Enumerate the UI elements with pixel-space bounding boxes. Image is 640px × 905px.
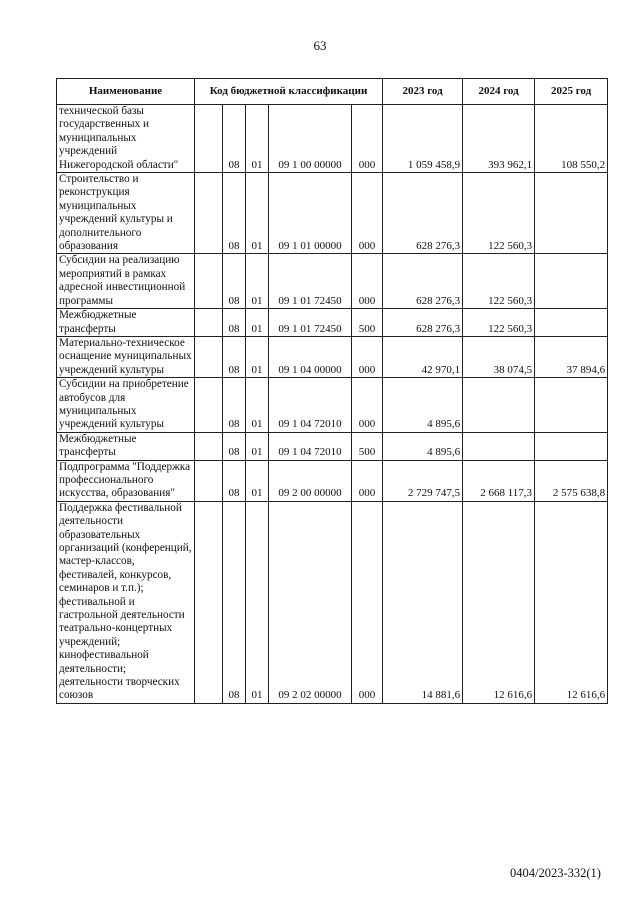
row-code-section: 08 [223, 254, 246, 309]
row-name: Подпрограмма "Поддержка профессионального искусства, образования" [57, 460, 195, 501]
row-code-target: 09 1 01 72450 [269, 254, 352, 309]
row-value-2024: 38 074,5 [463, 336, 535, 377]
row-code-blank [195, 254, 223, 309]
row-value-2023: 2 729 747,5 [383, 460, 463, 501]
row-code-subsection: 01 [246, 432, 269, 460]
header-2025: 2025 год [535, 79, 608, 105]
table-row [57, 460, 608, 501]
table-row [57, 254, 608, 309]
row-code-section: 08 [223, 309, 246, 337]
row-code-expense: 000 [352, 254, 383, 309]
row-name: Материально-техническое оснащение муниципальных учреждений культуры [57, 336, 195, 377]
row-code-target: 09 2 00 00000 [269, 460, 352, 501]
row-value-2024 [463, 432, 535, 460]
row-code-expense: 000 [352, 378, 383, 433]
row-code-section: 08 [223, 460, 246, 501]
row-code-blank [195, 432, 223, 460]
row-value-2023: 628 276,3 [383, 173, 463, 254]
row-value-2025: 12 616,6 [535, 501, 608, 703]
row-code-expense: 500 [352, 432, 383, 460]
row-code-blank [195, 501, 223, 703]
row-code-blank [195, 460, 223, 501]
row-code-expense: 000 [352, 460, 383, 501]
row-value-2024: 122 560,3 [463, 254, 535, 309]
header-name: Наименование [57, 79, 195, 105]
row-code-target: 09 1 04 72010 [269, 432, 352, 460]
header-2023: 2023 год [383, 79, 463, 105]
row-value-2025: 108 550,2 [535, 105, 608, 173]
row-name: Субсидии на приобретение автобусов для муниципальных учреждений культуры [57, 378, 195, 433]
row-value-2025 [535, 254, 608, 309]
table-header-row [57, 79, 608, 105]
budget-table [56, 78, 608, 704]
row-name: Межбюджетные трансферты [57, 432, 195, 460]
row-code-subsection: 01 [246, 173, 269, 254]
row-code-section: 08 [223, 432, 246, 460]
row-value-2023: 42 970,1 [383, 336, 463, 377]
row-code-section: 08 [223, 378, 246, 433]
row-name: Субсидии на реализацию мероприятий в рамках адресной инвестиционной программы [57, 254, 195, 309]
row-value-2025 [535, 378, 608, 433]
row-code-target: 09 1 01 00000 [269, 173, 352, 254]
row-value-2025 [535, 432, 608, 460]
document-code: 0404/2023-332(1) [510, 866, 601, 880]
row-value-2023: 4 895,6 [383, 432, 463, 460]
row-code-section: 08 [223, 173, 246, 254]
row-name: Строительство и реконструкция муниципальных учреждений культуры и дополнительного образования [57, 173, 195, 254]
row-code-blank [195, 378, 223, 433]
row-code-subsection: 01 [246, 105, 269, 173]
row-code-subsection: 01 [246, 336, 269, 377]
row-value-2024 [463, 378, 535, 433]
row-code-expense: 000 [352, 105, 383, 173]
row-value-2024: 393 962,1 [463, 105, 535, 173]
table-row [57, 309, 608, 337]
row-value-2024: 2 668 117,3 [463, 460, 535, 501]
row-value-2025 [535, 309, 608, 337]
row-code-expense: 000 [352, 336, 383, 377]
row-code-section: 08 [223, 501, 246, 703]
row-value-2024: 122 560,3 [463, 173, 535, 254]
row-code-target: 09 1 04 72010 [269, 378, 352, 433]
row-code-section: 08 [223, 105, 246, 173]
row-value-2023: 628 276,3 [383, 254, 463, 309]
page-number: 63 [313, 38, 327, 53]
row-value-2025: 2 575 638,8 [535, 460, 608, 501]
row-code-expense: 000 [352, 501, 383, 703]
row-code-blank [195, 173, 223, 254]
row-value-2025: 37 894,6 [535, 336, 608, 377]
header-budget-code: Код бюджетной классификации [195, 79, 383, 105]
row-name: Межбюджетные трансферты [57, 309, 195, 337]
row-value-2024: 12 616,6 [463, 501, 535, 703]
table-row [57, 501, 608, 703]
table-row [57, 378, 608, 433]
row-code-subsection: 01 [246, 309, 269, 337]
row-name: Поддержка фестивальной деятельности образовательных организаций (конференций, мастер-классов, фестивалей, конкурсов, семинаров и т.п.); фестивальной и гастрольной деятельности театрально-концертных учреждений; кинофестивальной деятельности; деятельности творческих союзов [57, 501, 195, 703]
table-row [57, 432, 608, 460]
row-value-2024: 122 560,3 [463, 309, 535, 337]
table-row [57, 173, 608, 254]
row-code-expense: 000 [352, 173, 383, 254]
row-code-section: 08 [223, 336, 246, 377]
header-2024: 2024 год [463, 79, 535, 105]
row-value-2023: 4 895,6 [383, 378, 463, 433]
row-value-2023: 628 276,3 [383, 309, 463, 337]
table-row [57, 336, 608, 377]
row-code-target: 09 2 02 00000 [269, 501, 352, 703]
row-value-2023: 1 059 458,9 [383, 105, 463, 173]
row-code-target: 09 1 01 72450 [269, 309, 352, 337]
row-code-subsection: 01 [246, 254, 269, 309]
row-value-2023: 14 881,6 [383, 501, 463, 703]
row-code-subsection: 01 [246, 501, 269, 703]
row-code-blank [195, 336, 223, 377]
row-name: технической базы государственных и муниципальных учреждений Нижегородской области" [57, 105, 195, 173]
row-code-expense: 500 [352, 309, 383, 337]
row-code-subsection: 01 [246, 460, 269, 501]
row-code-subsection: 01 [246, 378, 269, 433]
row-code-target: 09 1 04 00000 [269, 336, 352, 377]
row-code-blank [195, 309, 223, 337]
row-code-target: 09 1 00 00000 [269, 105, 352, 173]
row-value-2025 [535, 173, 608, 254]
table-row [57, 105, 608, 173]
row-code-blank [195, 105, 223, 173]
